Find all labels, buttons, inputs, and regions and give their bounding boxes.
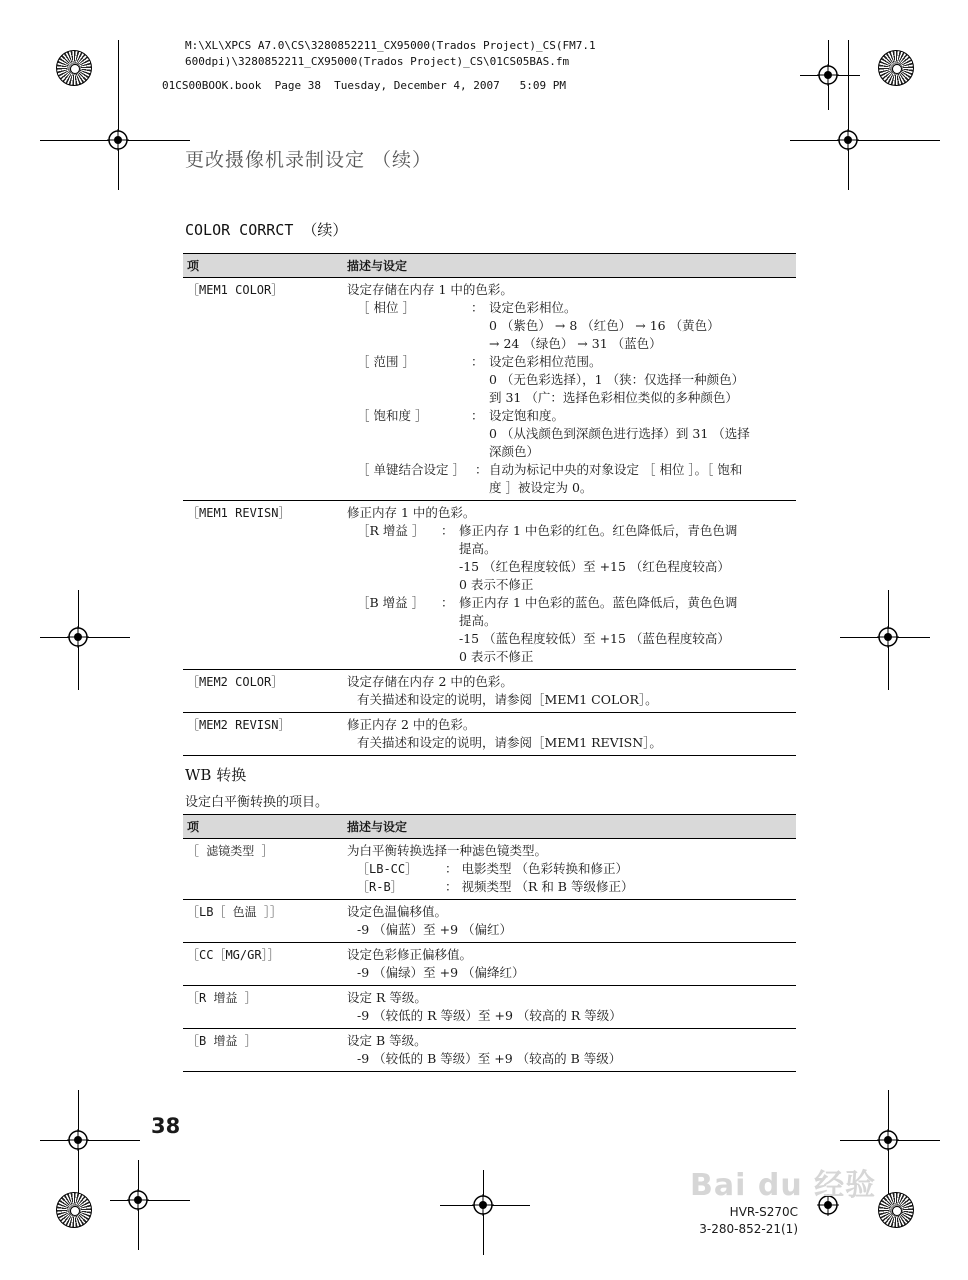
color-rosette-icon xyxy=(878,50,914,86)
table-row xyxy=(183,670,796,713)
file-path-line-2: 600dpi)\3280852211_CX95000(Trados Project)_CS\01CS05BAS.fm xyxy=(185,55,570,68)
page-title: 更改摄像机录制设定 （续） xyxy=(185,149,433,171)
table-row xyxy=(183,1029,796,1072)
separator: ： xyxy=(475,462,488,477)
page-number: 38 xyxy=(151,1114,181,1138)
registration-target-icon xyxy=(837,129,859,151)
item-cell: ［MEM2 COLOR］ xyxy=(183,670,343,713)
item-cell: ［ 滤镜类型 ］ xyxy=(183,839,343,900)
table-header-row xyxy=(183,815,796,839)
model-name: HVR-S270C xyxy=(729,1205,798,1219)
column-header-description: 描述与设定 xyxy=(343,254,796,278)
sub-setting-label: ［R-B］ xyxy=(357,880,403,894)
sub-setting-label: ［ 饱和度 ］ xyxy=(357,408,428,423)
sub-setting xyxy=(347,461,792,497)
sub-setting xyxy=(347,594,792,666)
description-intro: 设定存储在内存 1 中的色彩。 xyxy=(347,282,513,297)
description-intro: 设定色温偏移值。 xyxy=(347,904,448,919)
table-row xyxy=(183,839,796,900)
description-cell xyxy=(343,1029,796,1072)
section-intro: 设定白平衡转换的项目。 xyxy=(185,795,329,810)
item-cell: ［B 增益 ］ xyxy=(183,1029,343,1072)
section-title-wb-shift: WB 转换 xyxy=(185,766,247,784)
watermark-logo: Bai du 经验 xyxy=(690,1168,877,1203)
sub-setting-label: ［ 相位 ］ xyxy=(357,300,415,315)
description-cell xyxy=(343,900,796,943)
description-intro: 设定色彩修正偏移值。 xyxy=(347,947,473,962)
sub-setting xyxy=(347,878,792,896)
file-path-line-1: M:\XL\XPCS A7.0\CS\3280852211_CX95000(Trados Project)_CS(FM7.1 xyxy=(185,39,596,52)
sub-setting xyxy=(347,522,792,594)
sub-setting xyxy=(347,353,792,407)
item-cell: ［R 增益 ］ xyxy=(183,986,343,1029)
book-info-line: 01CS00BOOK.book Page 38 Tuesday, December 4, 2007 5:09 PM xyxy=(162,79,566,92)
separator: ： xyxy=(471,354,484,369)
item-cell: ［MEM1 REVISN］ xyxy=(183,501,343,670)
sub-setting-label: ［ 单键结合设定 ］ xyxy=(357,462,465,477)
section-title-color-correct: COLOR CORRCT （续） xyxy=(185,221,348,239)
sub-setting xyxy=(347,860,792,878)
registration-target-icon xyxy=(67,626,89,648)
color-correct-table xyxy=(183,253,796,756)
description-intro: 修正内存 1 中的色彩。 xyxy=(347,505,476,520)
separator: ： xyxy=(441,595,454,610)
description-cell xyxy=(343,670,796,713)
sub-setting-value: 修正内存 1 中色彩的红色。红色降低后，青色色调 提高。 -15 （红色程度较低）至 +15 （红色程度较高） 0 表示不修正 xyxy=(459,523,738,592)
description-note: -9 （较低的 R 等级）至 +9 （较高的 R 等级） xyxy=(357,1008,622,1023)
sub-setting-label: ［LB-CC］ xyxy=(357,862,418,876)
table-header-row xyxy=(183,254,796,278)
sub-setting-label: ［R 增益 ］ xyxy=(357,523,425,538)
item-cell: ［LB［ 色温 ］］ xyxy=(183,900,343,943)
sub-setting-value: ： 视频类型 （R 和 B 等级修正） xyxy=(445,879,634,894)
separator: ： xyxy=(471,300,484,315)
table-row xyxy=(183,943,796,986)
sub-setting-label: ［B 增益 ］ xyxy=(357,595,425,610)
sub-setting-value: 设定色彩相位。 0 （紫色） → 8 （红色） → 16 （黄色） → 24 （绿色） → 31 （蓝色） xyxy=(489,300,720,351)
sub-setting-value: 修正内存 1 中色彩的蓝色。蓝色降低后，黄色色调 提高。 -15 （蓝色程度较低）至 +15 （蓝色程度较高） 0 表示不修正 xyxy=(459,595,738,664)
color-rosette-icon xyxy=(878,1192,914,1228)
table-row xyxy=(183,501,796,670)
sub-setting-value: 设定饱和度。 0 （从浅颜色到深颜色进行选择）到 31 （选择 深颜色） xyxy=(489,408,750,459)
wb-shift-table xyxy=(183,814,796,1072)
description-intro: 修正内存 2 中的色彩。 xyxy=(347,717,476,732)
registration-target-icon xyxy=(127,1189,149,1211)
separator: ： xyxy=(441,523,454,538)
item-cell: ［CC［MG/GR］］ xyxy=(183,943,343,986)
sub-setting-value: 设定色彩相位范围。 0 （无色彩选择），1 （狭：仅选择一种颜色） 到 31 （广：选择色彩相位类似的多种颜色） xyxy=(489,354,745,405)
table-row xyxy=(183,986,796,1029)
column-header-item: 项 xyxy=(183,815,343,839)
table-row xyxy=(183,900,796,943)
table-row xyxy=(183,713,796,756)
description-intro: 设定存储在内存 2 中的色彩。 xyxy=(347,674,513,689)
registration-target-icon xyxy=(67,1129,89,1151)
description-note: 有关描述和设定的说明，请参阅［MEM1 COLOR］。 xyxy=(357,692,658,707)
sub-setting-label: ［ 范围 ］ xyxy=(357,354,415,369)
description-cell xyxy=(343,986,796,1029)
separator: ： xyxy=(471,408,484,423)
registration-target-icon xyxy=(877,626,899,648)
part-number: 3-280-852-21(1) xyxy=(699,1222,798,1236)
table-row xyxy=(183,278,796,501)
description-note: -9 （偏蓝）至 +9 （偏红） xyxy=(357,922,513,937)
description-cell xyxy=(343,278,796,501)
color-rosette-icon xyxy=(56,50,92,86)
description-intro: 为白平衡转换选择一种滤色镜类型。 xyxy=(347,843,548,858)
registration-target-icon xyxy=(877,1129,899,1151)
description-cell xyxy=(343,839,796,900)
description-cell xyxy=(343,501,796,670)
description-note: -9 （较低的 B 等级）至 +9 （较高的 B 等级） xyxy=(357,1051,622,1066)
description-note: 有关描述和设定的说明，请参阅［MEM1 REVISN］。 xyxy=(357,735,662,750)
item-cell: ［MEM1 COLOR］ xyxy=(183,278,343,501)
description-note: -9 （偏绿）至 +9 （偏绛红） xyxy=(357,965,525,980)
color-rosette-icon xyxy=(56,1192,92,1228)
description-intro: 设定 B 等级。 xyxy=(347,1033,427,1048)
column-header-description: 描述与设定 xyxy=(343,815,796,839)
sub-setting xyxy=(347,407,792,461)
description-cell xyxy=(343,713,796,756)
registration-target-icon xyxy=(817,64,839,86)
description-intro: 设定 R 等级。 xyxy=(347,990,427,1005)
sub-setting xyxy=(347,299,792,353)
item-cell: ［MEM2 REVISN］ xyxy=(183,713,343,756)
description-cell xyxy=(343,943,796,986)
sub-setting-value: 自动为标记中央的对象设定 ［ 相位 ］。［ 饱和 度 ］被设定为 0。 xyxy=(489,462,743,495)
registration-target-icon xyxy=(472,1194,494,1216)
registration-target-icon xyxy=(107,129,129,151)
model-info xyxy=(699,1204,798,1238)
column-header-item: 项 xyxy=(183,254,343,278)
sub-setting-value: ： 电影类型 （色彩转换和修正） xyxy=(445,861,628,876)
